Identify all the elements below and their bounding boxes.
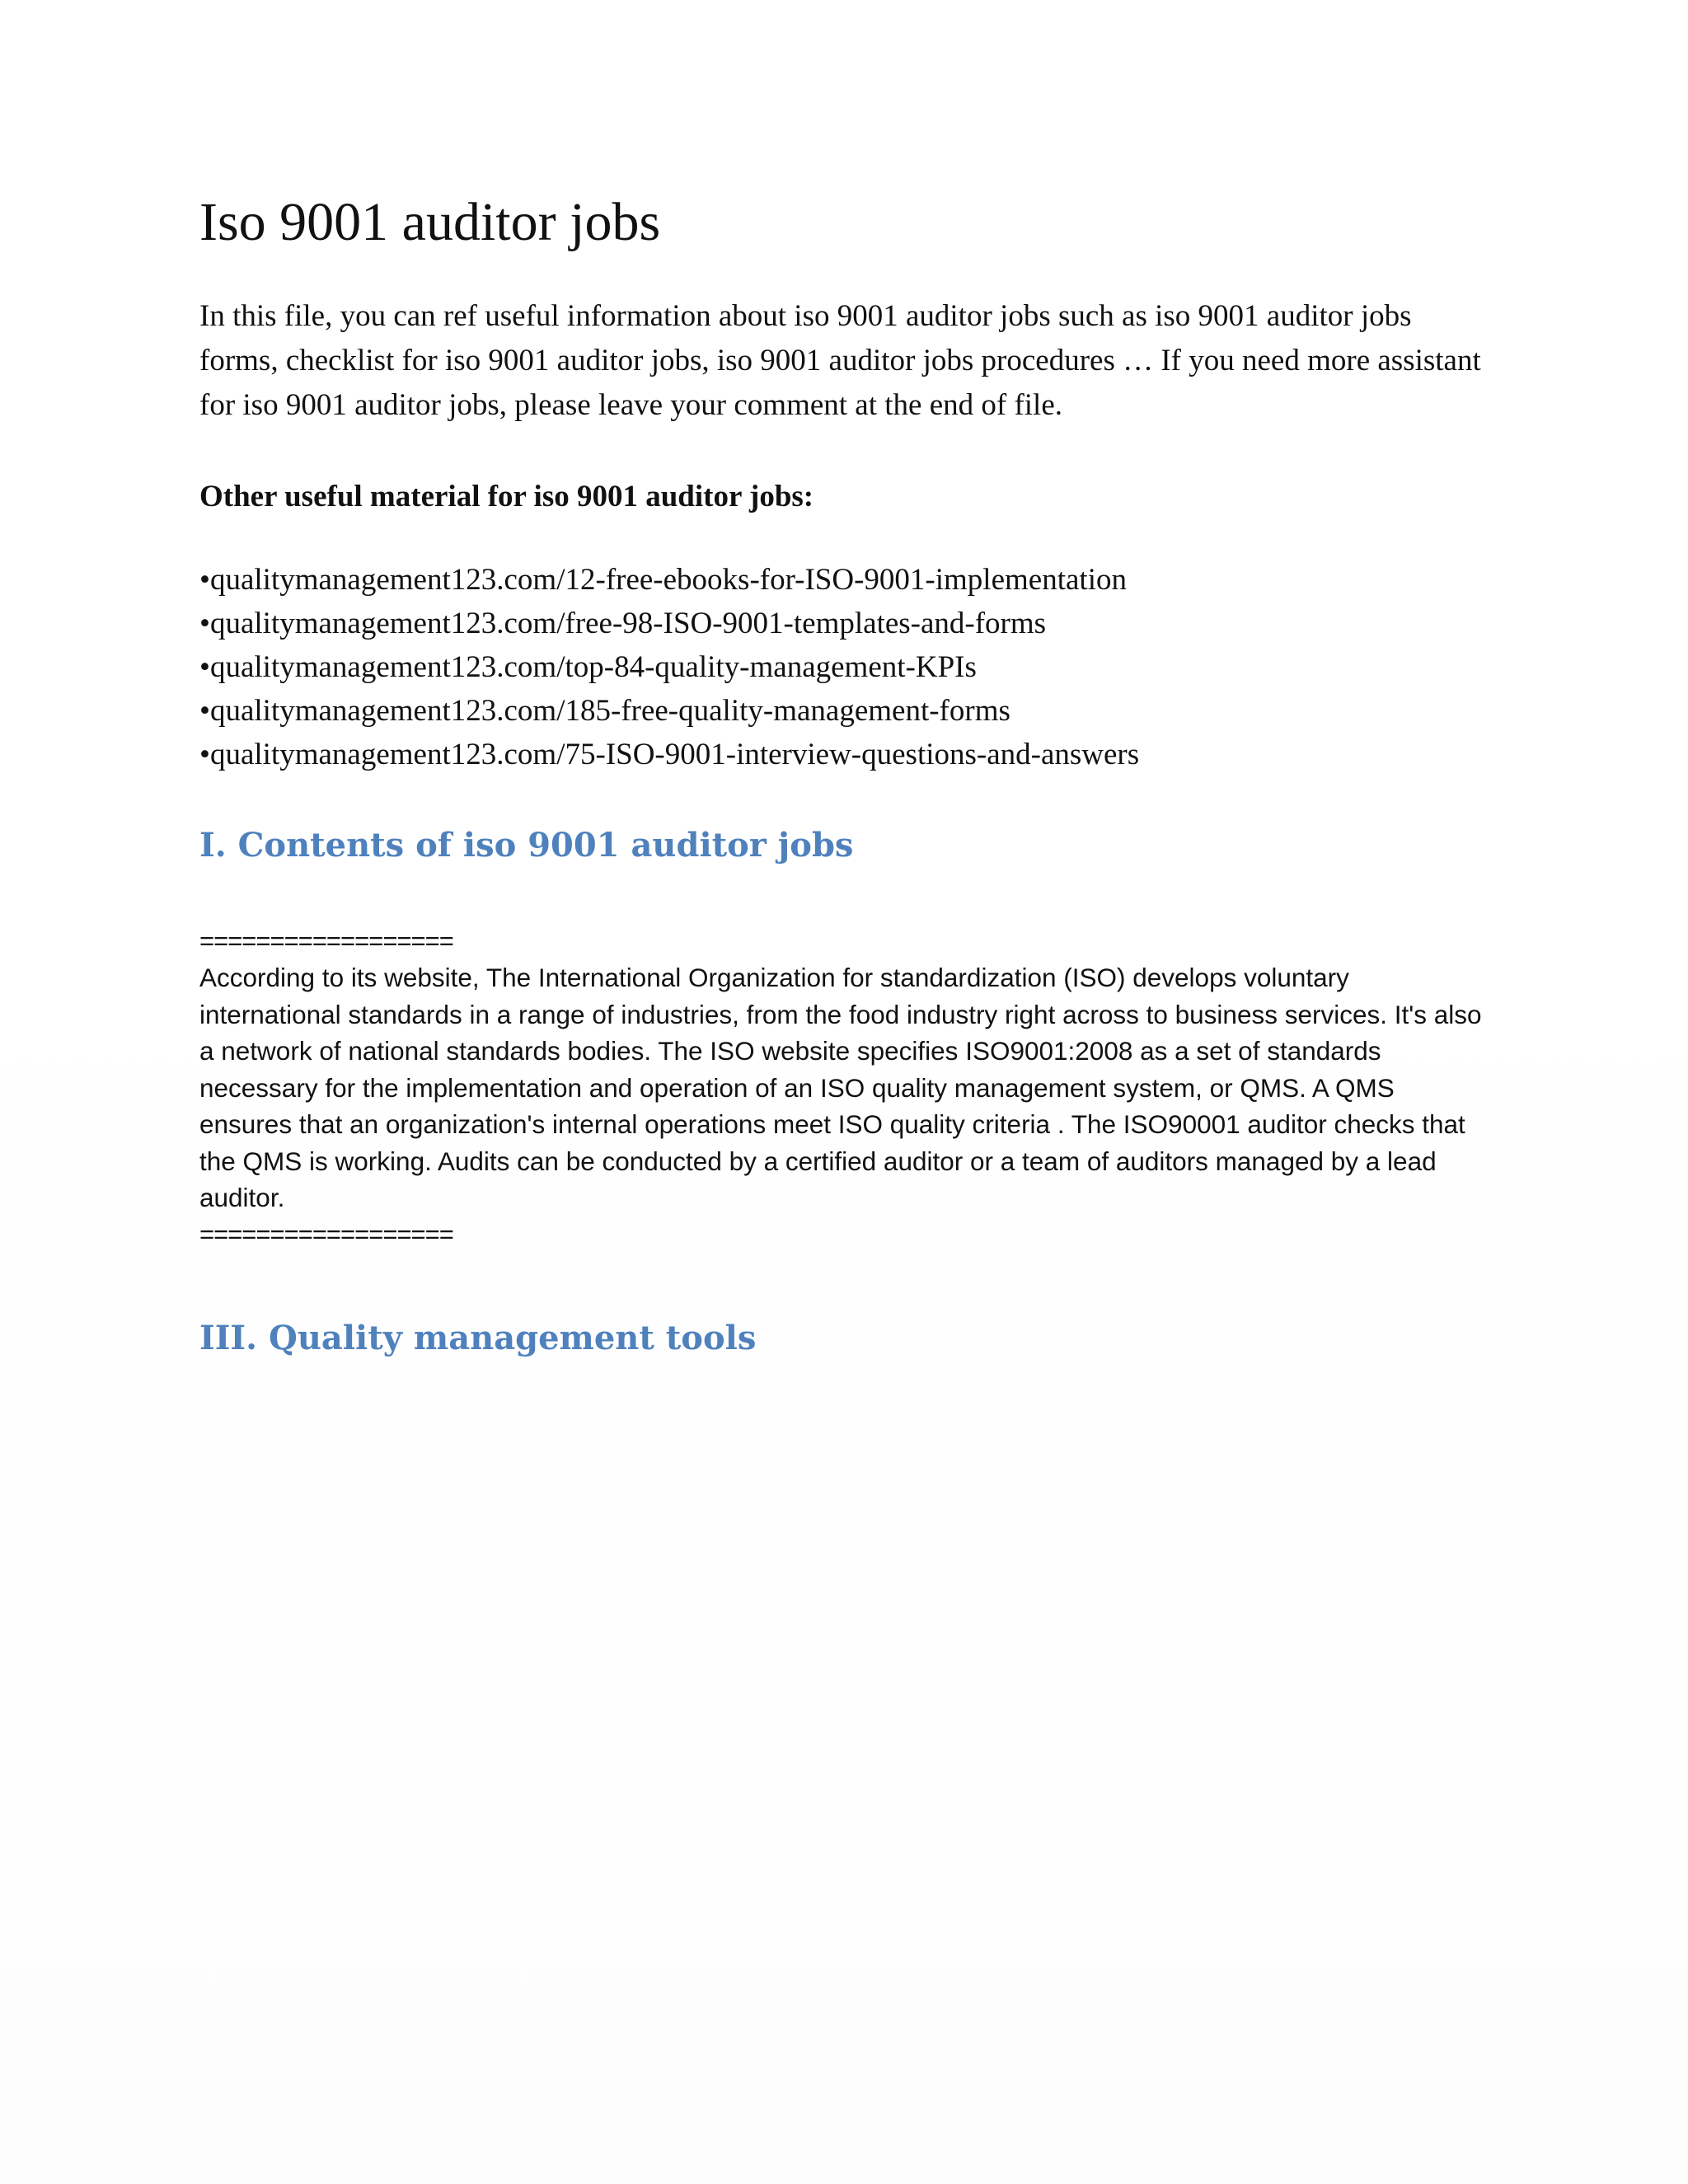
material-link[interactable]	[199, 733, 1493, 776]
intro-paragraph: In this file, you can ref useful information about iso 9001 auditor jobs such as iso 9001 auditor jobs forms, checklist for iso 9001 auditor jobs, iso 9001 auditor jobs procedures … If you need more assistant for iso 9001 auditor jobs, please leave your comment at the end of file.	[199, 299, 1481, 423]
divider-bottom: ==================	[199, 1219, 453, 1249]
section-heading-contents: I. Contents of iso 9001 auditor jobs	[199, 826, 854, 865]
material-link[interactable]	[199, 645, 1493, 689]
materials-link-list	[199, 558, 1493, 776]
body-paragraph: According to its website, The International Organization for standardization (ISO) develops voluntary international standards in a range of industries, from the food industry right across to business services. It's also a network of national standards bodies. The ISO website specifies ISO9001:2008 as a set of standards necessary for the implementation and operation of an ISO quality management system, or QMS. A QMS ensures that an organization's internal operations meet ISO quality criteria . The ISO90001 auditor checks that the QMS is working. Audits can be conducted by a certified auditor or a team of auditors managed by a lead auditor.	[199, 963, 1482, 1213]
material-link[interactable]	[199, 602, 1493, 645]
material-link-text[interactable]: qualitymanagement123.com/top-84-quality-management-KPIs	[209, 650, 977, 685]
material-link-text[interactable]: qualitymanagement123.com/12-free-ebooks-for-ISO-9001-implementation	[209, 563, 1127, 598]
material-link-text[interactable]: qualitymanagement123.com/75-ISO-9001-interview-questions-and-answers	[209, 738, 1140, 772]
material-link[interactable]	[199, 689, 1493, 733]
document-content	[199, 190, 1493, 1358]
material-link[interactable]	[199, 558, 1493, 602]
section-heading-tools: III. Quality management tools	[199, 1318, 757, 1357]
document-title: Iso 9001 auditor jobs	[199, 192, 661, 252]
divider-top: ==================	[199, 926, 453, 956]
material-link-text[interactable]: qualitymanagement123.com/185-free-quality-management-forms	[209, 694, 1010, 729]
material-link-text[interactable]: qualitymanagement123.com/free-98-ISO-9001-templates-and-forms	[209, 607, 1047, 641]
materials-heading: Other useful material for iso 9001 auditor jobs:	[199, 480, 814, 514]
